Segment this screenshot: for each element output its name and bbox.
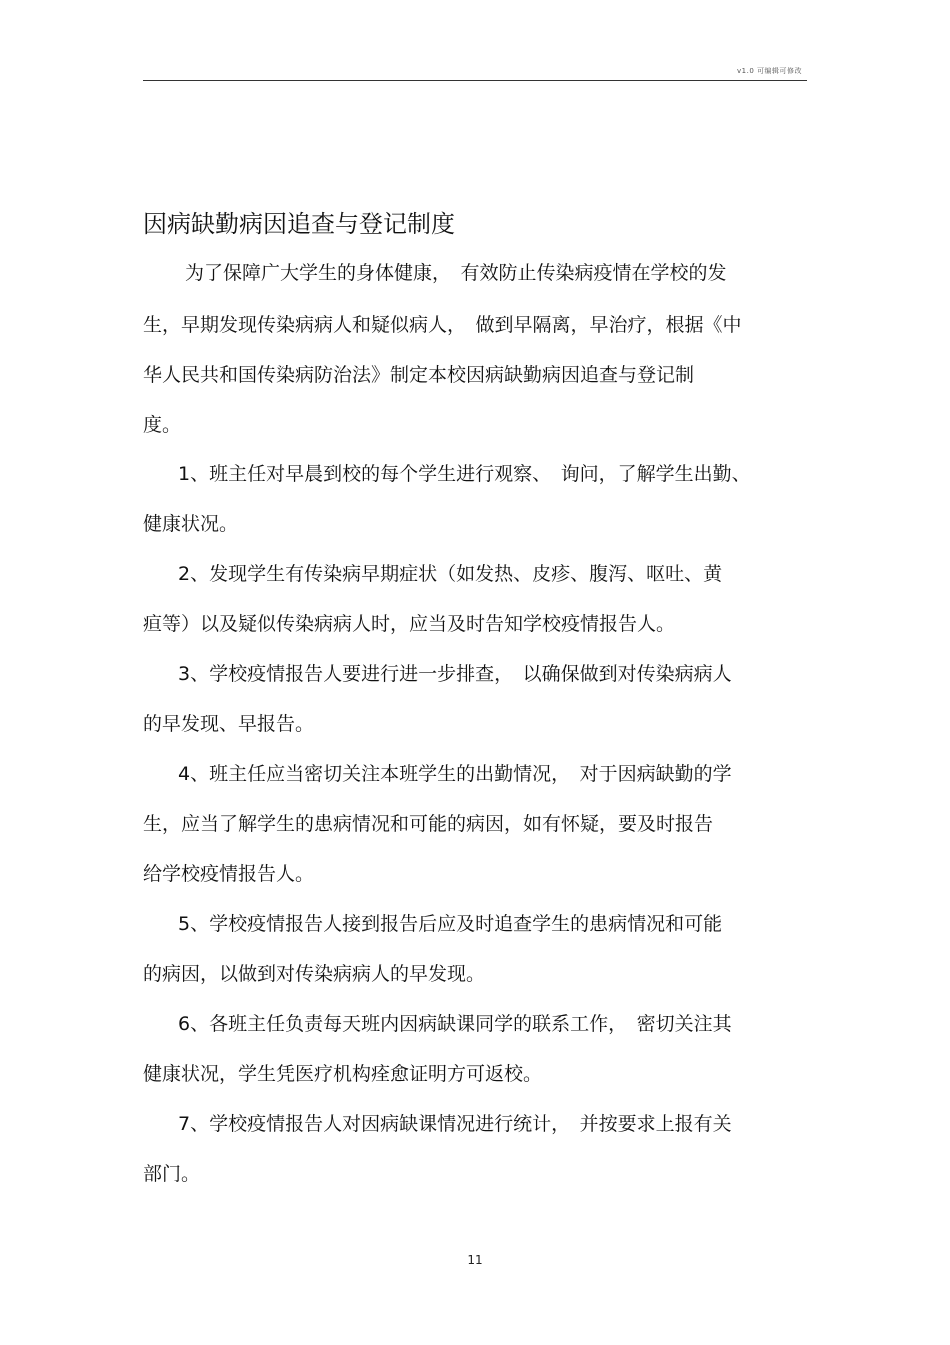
paragraph-line: 华人民共和国传染病防治法》制定本校因病缺勤病因追查与登记制	[143, 364, 695, 386]
paragraph-line: 生，应当了解学生的患病情况和可能的病因，如有怀疑，要及时报告	[143, 813, 714, 835]
paragraph-line: 为了保障广大学生的身体健康， 有效防止传染病疫情在学校的发	[185, 262, 727, 284]
paragraph-line: 健康状况，学生凭医疗机构痊愈证明方可返校。	[143, 1063, 543, 1085]
paragraph-line: 的早发现、早报告。	[143, 713, 315, 735]
paragraph-line: 2、发现学生有传染病早期症状（如发热、皮疹、腹泻、呕吐、黄	[178, 563, 723, 585]
paragraph-line: 7、学校疫情报告人对因病缺课情况进行统计， 并按要求上报有关	[178, 1113, 732, 1135]
paragraph-line: 部门。	[143, 1163, 201, 1185]
paragraph-line: 给学校疫情报告人。	[143, 863, 315, 885]
header-version-note: v1.0 可编辑可修改	[737, 67, 802, 75]
paragraph-line: 5、学校疫情报告人接到报告后应及时追查学生的患病情况和可能	[178, 913, 723, 935]
paragraph-line: 健康状况。	[143, 513, 239, 535]
paragraph-line: 疸等）以及疑似传染病病人时，应当及时告知学校疫情报告人。	[143, 613, 676, 635]
page-number: 11	[467, 1253, 483, 1267]
document-title: 因病缺勤病因追查与登记制度	[143, 210, 455, 238]
header-divider	[143, 80, 807, 81]
paragraph-line: 度。	[143, 414, 182, 436]
paragraph-line: 3、学校疫情报告人要进行进一步排查， 以确保做到对传染病病人	[178, 663, 732, 685]
paragraph-line: 6、各班主任负责每天班内因病缺课同学的联系工作， 密切关注其	[178, 1013, 732, 1035]
paragraph-line: 1、班主任对早晨到校的每个学生进行观察、 询问，了解学生出勤、	[178, 463, 751, 485]
paragraph-line: 4、班主任应当密切关注本班学生的出勤情况， 对于因病缺勤的学	[178, 763, 732, 785]
paragraph-line: 的病因，以做到对传染病病人的早发现。	[143, 963, 486, 985]
paragraph-line: 生，早期发现传染病病人和疑似病人， 做到早隔离，早治疗，根据《中	[143, 314, 742, 336]
